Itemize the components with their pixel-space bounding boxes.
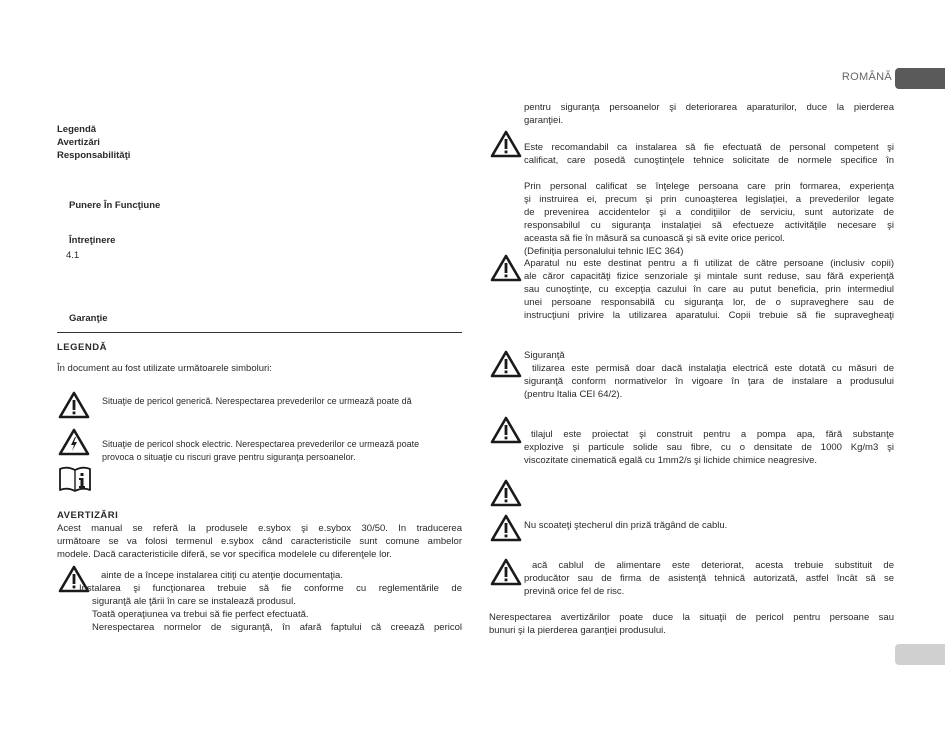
text-line: pentru siguranţa persoanelor şi deteriorarea aparaturilor, duce la pierderea — [524, 102, 894, 113]
legend-shock-text-1: Situaţie de pericol shock electric. Nerespectarea prevederilor ce urmează poate — [102, 439, 420, 449]
section-divider — [57, 332, 462, 333]
electric-shock-icon — [58, 428, 90, 456]
text-line: unei persoane responsabilă cu siguranţa lor, de o supraveghere sau de — [524, 297, 894, 308]
warning-triangle-icon — [490, 416, 522, 444]
text-line: siguranţă conform normativelor în vigoare în ţara de instalare a produsului — [524, 376, 894, 387]
manual-info-icon — [58, 465, 92, 493]
text-line: (Definiţia personalului tehnic IEC 364) — [524, 246, 684, 257]
text-line: (pentru Italia CEI 64/2). — [524, 389, 623, 400]
text-line: Este recomandabil ca instalarea să fie efectuată de personal competent şi — [524, 142, 894, 153]
warnings-block-1 — [79, 569, 462, 634]
toc-item-maintenance[interactable]: Întreţinere — [69, 235, 116, 246]
text-line: de prevenirea accidentelor şi a condiţiilor de serviciu, sunt autorizate de — [524, 207, 894, 218]
text-line: producător sau de firma de asistenţă tehnică autorizată, astfel încât să se — [524, 573, 894, 584]
text-line: explozive şi particule solide sau fibre, cu o densitate de 1000 Kg/m3 şi — [524, 442, 894, 453]
plug-warning-text: Nu scoateţi ştecherul din priză trăgând de cablu. — [524, 520, 728, 531]
text-line: sau cunoştinţe, cu excepţia cazului în care au putut beneficia, prin intermediul — [524, 284, 894, 295]
text-line: garanţiei. — [524, 115, 564, 126]
warnings-intro-line: modele. Dacă caracteristicile diferă, se vor specifica modelele cu diferenţele lor. — [57, 549, 392, 560]
safety-text — [524, 362, 894, 401]
legend-shock-text-2: provoca o situaţie cu riscuri grave pentru siguranţa persoanelor. — [102, 452, 356, 462]
language-tab — [895, 68, 945, 89]
legend-intro: În document au fost utilizate următoarele simboluri: — [57, 363, 272, 374]
toc-item-commissioning[interactable]: Punere În Funcţiune — [69, 200, 161, 211]
warning-line: siguranţă ale ţării în care se instalează produsul. — [92, 596, 296, 607]
toc-item-legend[interactable]: Legendă — [57, 124, 97, 135]
text-line: prevină orice fel de risc. — [524, 586, 625, 597]
safety-title: Siguranţă — [524, 350, 565, 361]
final-warning-text — [489, 611, 894, 637]
warnings-intro — [57, 522, 462, 561]
warning-line: Instalarea şi funcţionarea trebuie să fie conforme cu reglementările de — [79, 583, 462, 594]
warning-triangle-icon — [490, 479, 522, 507]
pumped-liquids-text — [524, 428, 894, 467]
warning-triangle-icon — [490, 130, 522, 158]
text-line: ale căror capacităţi fizice senzoriale şi mintale sunt reduse, sau fără experienţă — [524, 271, 894, 282]
text-line: Aparatul nu este destinat pentru a fi utilizat de către persoane (inclusiv copii) — [524, 258, 894, 269]
warning-triangle-icon — [490, 558, 522, 586]
text-line: tilizarea este permisă doar dacă instalaţia electrică este dotată cu măsuri de — [532, 363, 894, 374]
text-line: Nerespectarea avertizărilor poate duce la situaţii de pericol pentru persoane sau — [489, 612, 894, 623]
text-line: viscozitate cinematică egală cu 1mm2/s şi lichide chimice neagresive. — [524, 455, 818, 466]
qualified-personnel-text — [524, 180, 894, 258]
language-label: ROMÂNĂ — [841, 71, 892, 83]
toc-item-warnings[interactable]: Avertizări — [57, 137, 100, 148]
text-line: bunuri şi la pierderea garanţiei produsului. — [489, 625, 666, 636]
text-line: acă cablul de alimentare este deteriorat, acesta trebuie substituit de — [532, 560, 894, 571]
text-line: responsabilul cu siguranţa instalaţiei să efectueze activităţile necesare şi — [524, 220, 894, 231]
damaged-cable-text — [524, 559, 894, 598]
competent-personnel-text — [524, 141, 894, 167]
legend-heading: LEGENDĂ — [57, 342, 107, 353]
warning-triangle-icon — [58, 391, 90, 419]
warnings-heading: AVERTIZĂRI — [57, 510, 119, 521]
warning-line: ainte de a începe instalarea citiţi cu atenţie documentaţia. — [101, 570, 343, 581]
text-line: aceasta să fie în măsură sa cunoască şi să evite orice pericol. — [524, 233, 785, 244]
page-number-tab — [895, 644, 945, 665]
text-line: şi instruirea ei, precum şi prin cunoaşterea legislaţiei, a prevederilor legate — [524, 194, 894, 205]
toc-item-responsibilities[interactable]: Responsabilităţi — [57, 150, 131, 161]
warnings-intro-line: următoare se va folosi termenul e.sybox când caracteristicile sunt comune ambelor — [57, 536, 462, 547]
warnings-intro-line: Acest manual se referă la produsele e.sybox şi e.sybox 30/50. In traducerea — [57, 523, 462, 534]
warning-triangle-icon — [490, 254, 522, 282]
text-line: tilajul este proiectat şi construit pentru a pompa apa, fără substanţe — [531, 429, 894, 440]
text-line: instrucţiuni privire la utilizarea aparatului. Copii trebuie să fie supravegheaţi — [524, 310, 894, 321]
toc-item-4-1[interactable]: 4.1 — [66, 250, 80, 261]
toc-item-warranty[interactable]: Garanţie — [69, 313, 108, 324]
warning-triangle-icon — [490, 514, 522, 542]
warranty-continuation — [524, 101, 894, 127]
legend-generic-danger-text: Situaţie de pericol generică. Nerespectarea prevederilor ce urmează poate dă — [102, 396, 412, 406]
text-line: Prin personal calificat se înţelege persoana care prin formarea, experienţa — [524, 181, 894, 192]
warning-line: Toată operaţiunea va trebui să fie perfect efectuată. — [92, 609, 309, 620]
warning-line: Nerespectarea normelor de siguranţă, în afară faptului că creează pericol — [92, 622, 462, 633]
appliance-use-text — [524, 257, 894, 322]
text-line: calificat, care posedă cunoştinţele tehnice solicitate de normele specifice în — [524, 155, 894, 166]
warning-triangle-icon — [490, 350, 522, 378]
